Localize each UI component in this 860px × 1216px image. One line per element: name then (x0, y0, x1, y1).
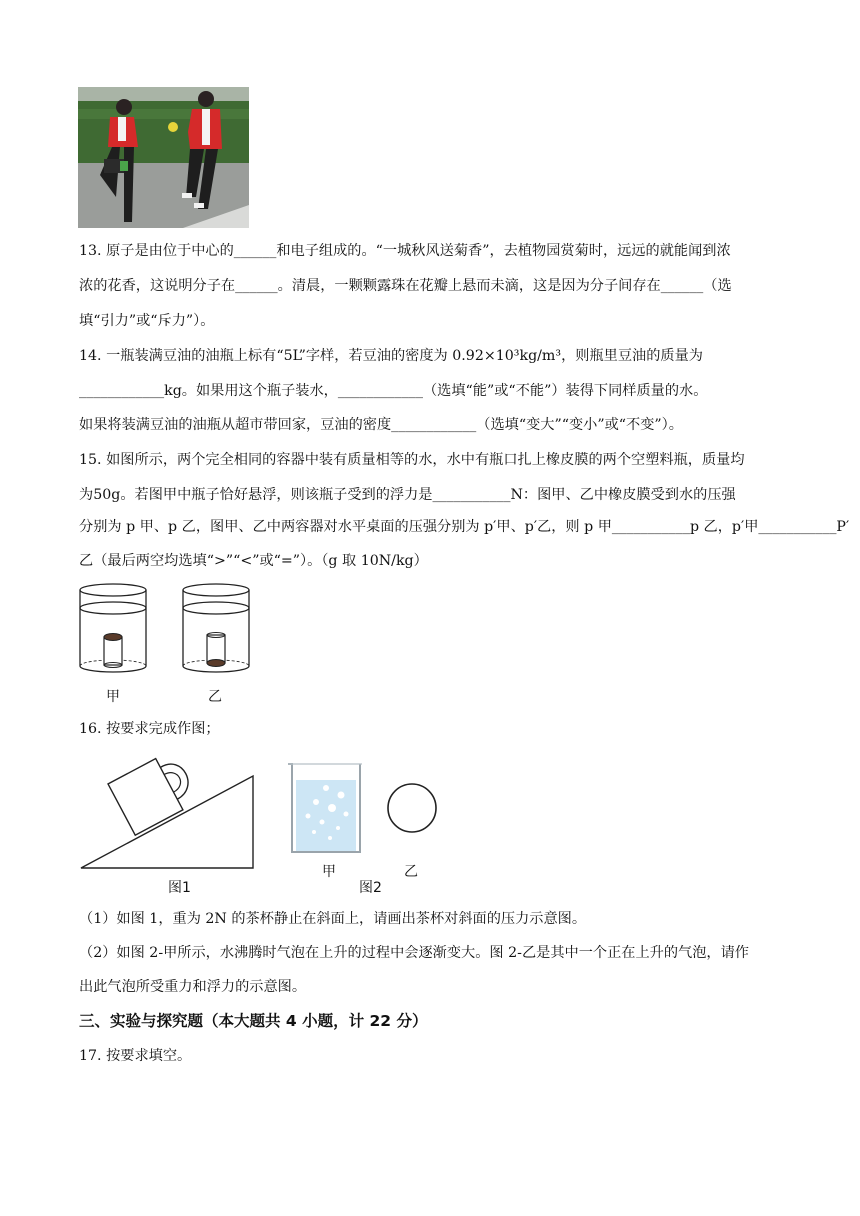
beaker-with-bubbles (288, 764, 362, 852)
q14-line-3: 如果将装满豆油的油瓶从超市带回家，豆油的密度____________（选填“变大”“变小”或“不变”）。 (79, 417, 683, 433)
q17-title: 17. 按要求填空。 (79, 1048, 192, 1064)
fig2-label-yi: 乙 (404, 864, 418, 880)
label-yi: 乙 (208, 689, 222, 705)
students-photo (78, 87, 249, 228)
q15-containers-figure (72, 580, 262, 706)
q13-line-2: 浓的花香，这说明分子在______。清晨，一颗颗露珠在花瓣上悬而未滴，这是因为分子间存在______（选 (79, 278, 732, 294)
q15-line-1: 15. 如图所示，两个完全相同的容器中装有质量相等的水，水中有瓶口扎上橡皮膜的两个空塑料瓶，质量均 (79, 452, 745, 468)
q15-line-4: 乙（最后两空均选填“>”“<”或“=”）。（g 取 10N/kg） (79, 553, 428, 569)
container-jia (80, 584, 146, 672)
q14-line-1: 14. 一瓶装满豆油的油瓶上标有“5L”字样，若豆油的密度为 0.92×10³kg/m³，则瓶里豆油的质量为 (79, 348, 703, 364)
label-jia: 甲 (106, 689, 120, 705)
bubble-circle (388, 784, 436, 832)
fig2-label-jia: 甲 (322, 864, 336, 880)
q15-line-2: 为50g。若图甲中瓶子恰好悬浮，则该瓶子受到的浮力是___________N：图甲、乙中橡皮膜受到水的压强 (79, 487, 736, 503)
incline-with-cup (81, 749, 253, 868)
fig1-caption: 图1 (168, 880, 191, 896)
q15-line-3: 分别为 p 甲、p 乙，图甲、乙中两容器对水平桌面的压强分别为 p′甲、p′乙，则 p 甲___________p 乙，p′甲___________P′ (79, 519, 850, 535)
q16-part-1: （1）如图 1，重为 2N 的茶杯静止在斜面上，请画出茶杯对斜面的压力示意图。 (79, 911, 587, 927)
fig2-caption: 图2 (359, 880, 382, 896)
q13-line-1: 13. 原子是由位于中心的______和电子组成的。“一城秋风送菊香”，去植物园赏菊时，远远的就能闻到浓 (79, 243, 731, 259)
q16-part-2-line-1: （2）如图 2-甲所示，水沸腾时气泡在上升的过程中会逐渐变大。图 2-乙是其中一个正在上升的气泡，请作 (79, 945, 749, 961)
container-yi (183, 584, 249, 672)
q16-figures (76, 748, 446, 898)
q14-line-2: ____________kg。如果用这个瓶子装水，____________（选填“能”或“不能”）装得下同样质量的水。 (79, 383, 708, 399)
q16-part-2-line-2: 出此气泡所受重力和浮力的示意图。 (79, 979, 307, 995)
q16-title: 16. 按要求完成作图； (79, 721, 220, 737)
section-3-heading: 三、实验与探究题（本大题共 4 小题，计 22 分） (79, 1012, 428, 1030)
q13-line-3: 填“引力”或“斥力”）。 (79, 313, 215, 329)
